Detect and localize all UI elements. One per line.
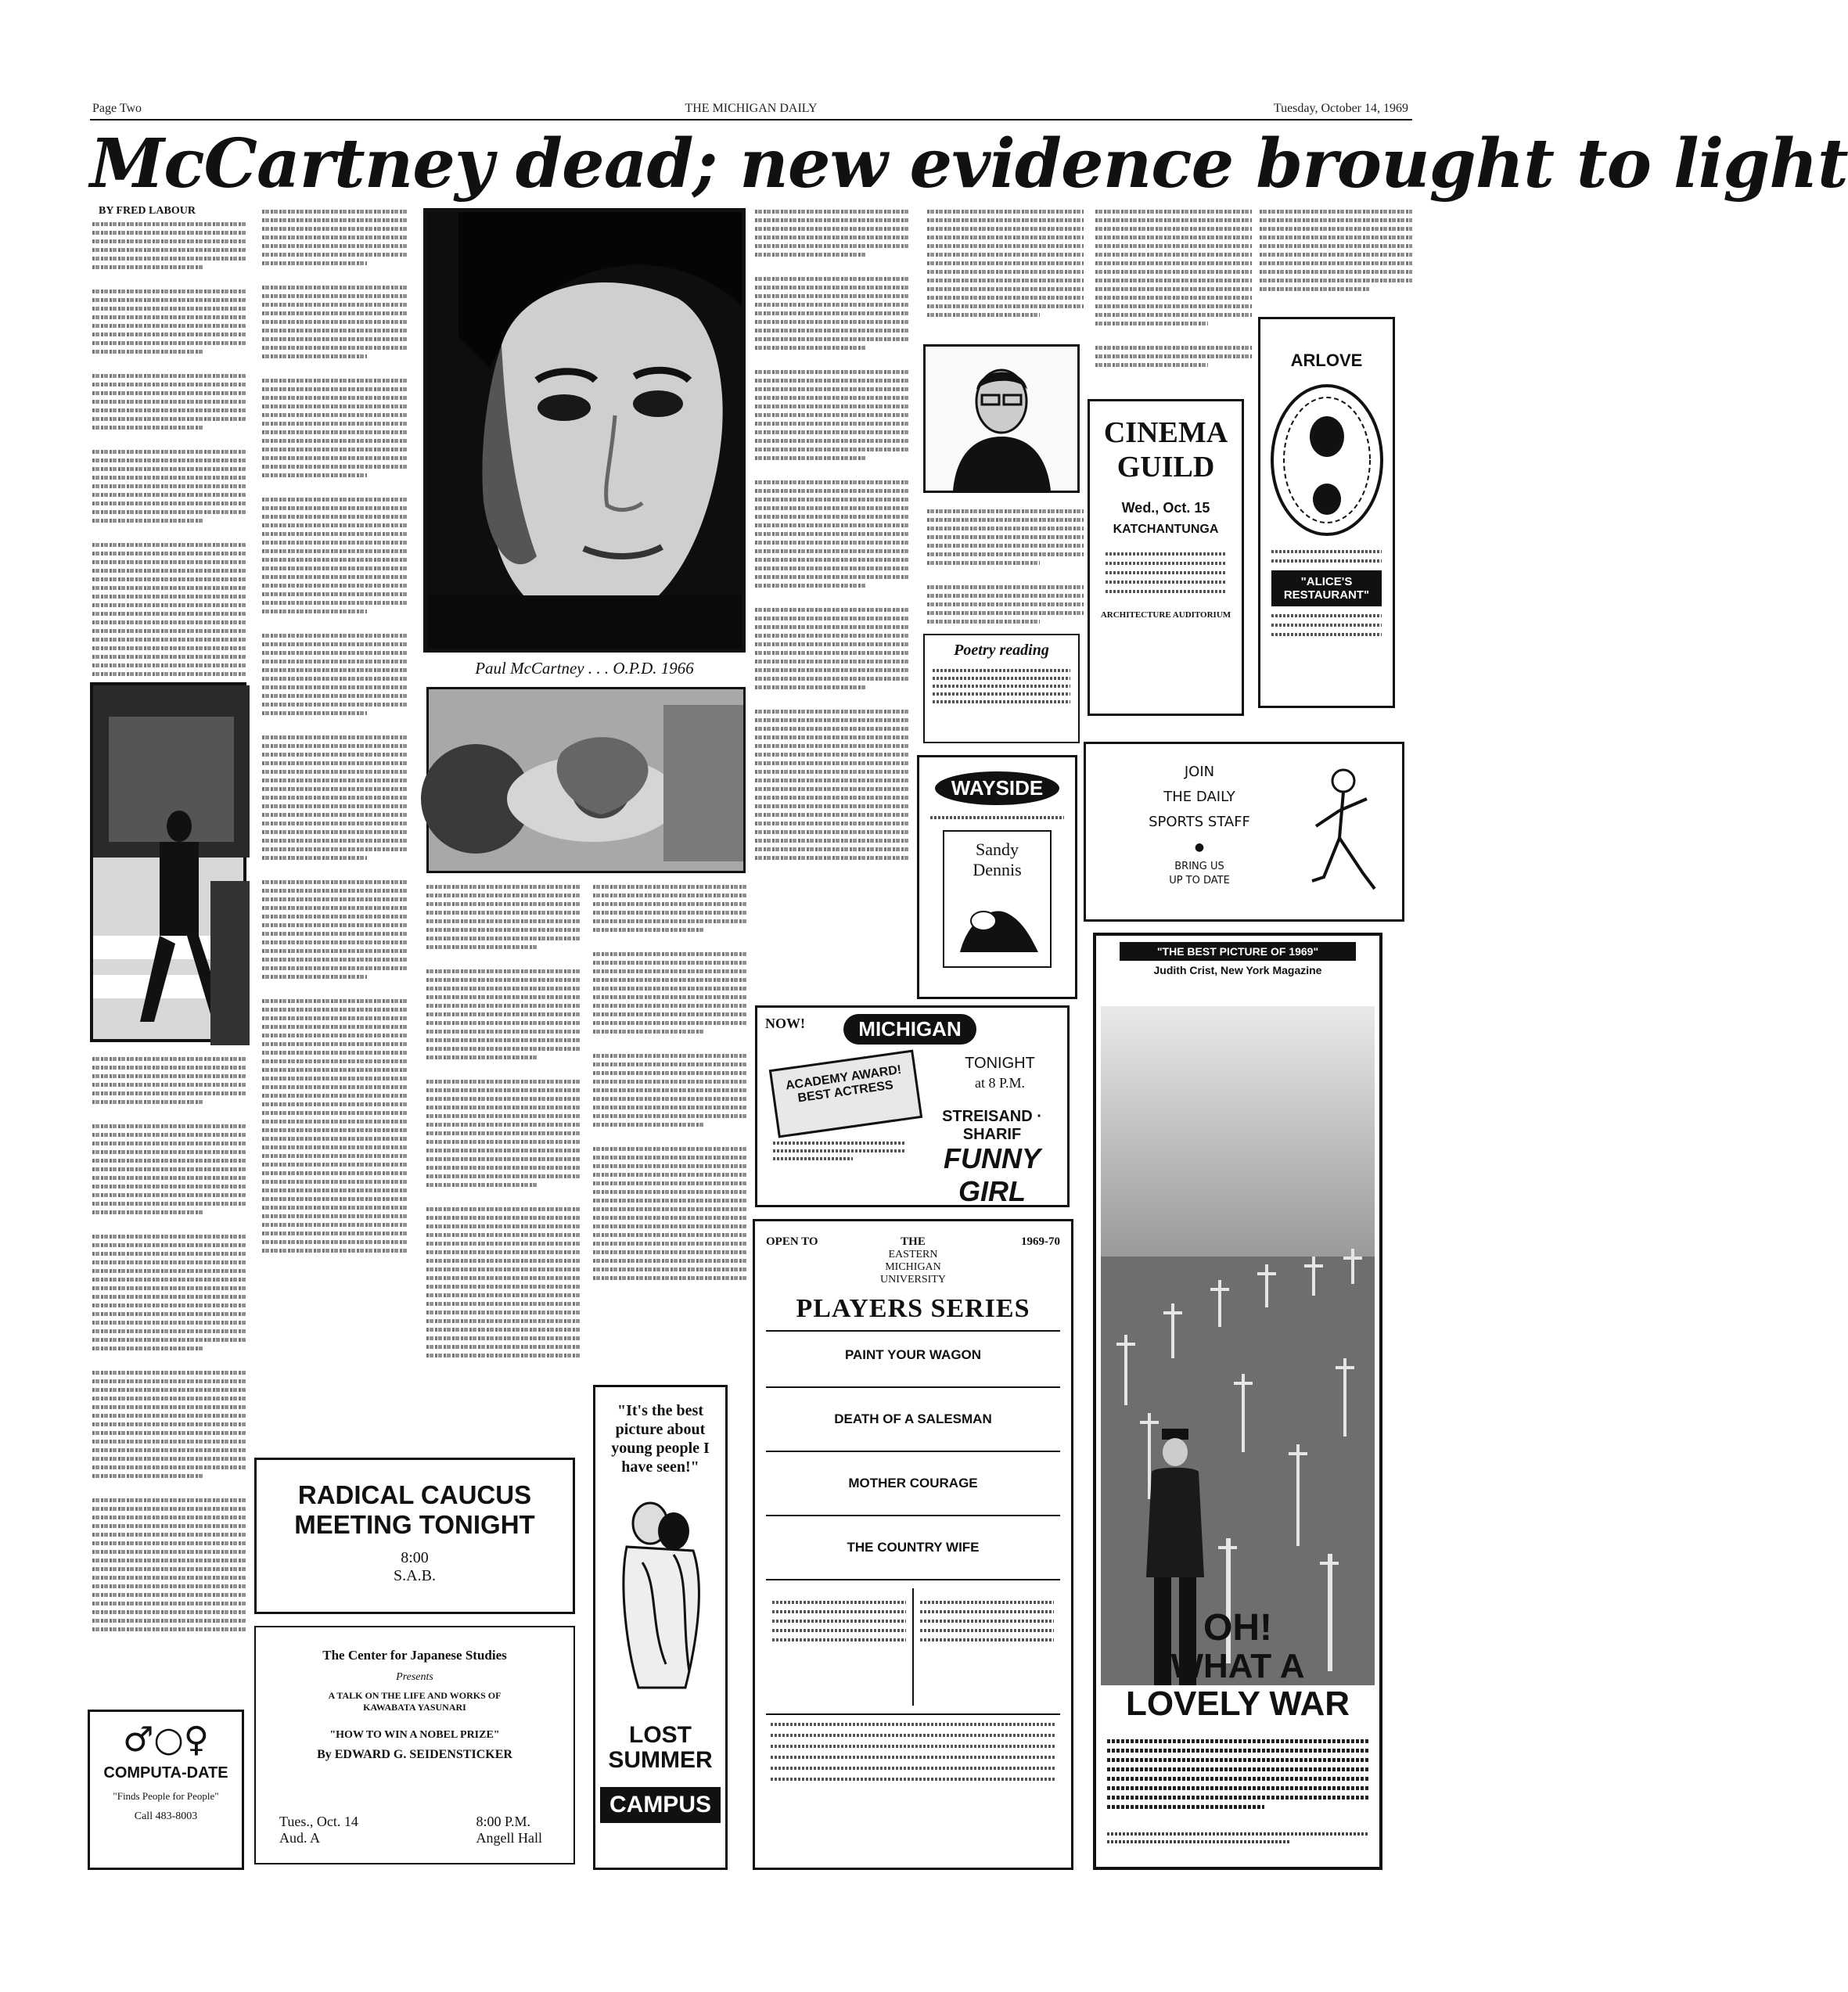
michigan-title: FUNNY GIRL <box>944 1142 1041 1207</box>
michigan-stars: STREISAND · SHARIF <box>942 1108 1042 1143</box>
japanese-studies-time: 8:00 P.M. <box>476 1814 531 1829</box>
players-title: PLAYERS SERIES <box>796 1294 1030 1323</box>
players-season-left: OPEN TO <box>766 1235 818 1248</box>
article-column-6 <box>927 205 1084 338</box>
cinema-guild-place: ARCHITECTURE AUDITORIUM <box>1100 610 1231 620</box>
lovely-war-title-1: OH! <box>1203 1607 1272 1649</box>
sports-line-5: UP TO DATE <box>1169 875 1230 886</box>
compudate-ad <box>88 1710 244 1870</box>
players-the: THE <box>901 1235 926 1248</box>
runner-illustration <box>1300 764 1386 904</box>
players-series-ad <box>753 1219 1073 1870</box>
japanese-studies-hall: Angell Hall <box>476 1830 542 1846</box>
wayside-movie-line1: Sandy <box>976 840 1019 859</box>
players-school-1: EASTERN <box>888 1249 938 1260</box>
michigan-time: at 8 P.M. <box>974 1075 1025 1091</box>
alices-title: "ALICE'S RESTAURANT" <box>1271 570 1382 606</box>
lovely-war-quote-1: "THE BEST PICTURE OF 1969" <box>1120 942 1356 961</box>
players-school-3: UNIVERSITY <box>880 1274 946 1285</box>
lovely-war-ad <box>1093 933 1382 1870</box>
players-show-3: MOTHER COURAGE <box>848 1476 978 1490</box>
article-column-6-continued <box>927 505 1084 630</box>
wayside-ad <box>917 755 1077 999</box>
alices-top: ARLOVE <box>1290 351 1363 370</box>
sports-line-2: THE DAILY <box>1163 789 1235 805</box>
small-portrait-photo <box>923 344 1080 493</box>
sports-staff-ad <box>1084 742 1404 922</box>
cinema-guild-title-2: GUILD <box>1116 451 1215 484</box>
mccartney-portrait <box>423 208 746 653</box>
photo-caption: Paul McCartney . . . O.P.D. 1966 <box>475 659 694 678</box>
compudate-phone: Call 483-8003 <box>134 1810 198 1822</box>
michigan-award: ACADEMY AWARD! BEST ACTRESS <box>769 1049 922 1138</box>
poetry-reading-ad <box>923 634 1080 743</box>
war-cemetery-photo <box>1101 1006 1375 1687</box>
lovely-war-quote-2: Judith Crist, New York Magazine <box>1153 964 1322 976</box>
lovely-war-title-2: WHAT A <box>1170 1647 1305 1685</box>
issue-date: Tuesday, October 14, 1969 <box>1273 102 1408 115</box>
lovely-war-title-3: LOVELY WAR <box>1101 1685 1375 1723</box>
abbey-road-photo <box>90 682 246 1042</box>
japanese-studies-org: The Center for Japanese Studies <box>322 1648 507 1663</box>
article-column-1 <box>92 205 247 674</box>
cinema-guild-film: KATCHANTUNGA <box>1113 523 1219 536</box>
wayside-theater: WAYSIDE <box>935 771 1059 805</box>
japanese-studies-ad <box>254 1626 575 1864</box>
wayside-poster <box>943 830 1052 968</box>
radical-caucus-ad <box>254 1458 575 1614</box>
masthead-rule <box>90 119 1412 120</box>
headline: McCartney dead; new evidence brought to light <box>90 124 1848 203</box>
bullet-icon: ● <box>1194 841 1205 854</box>
lost-summer-quote: "It's the best picture about young people I have seen!" <box>611 1402 710 1476</box>
wayside-illustration <box>952 890 1046 960</box>
radical-caucus-title-2: MEETING TONIGHT <box>294 1510 535 1539</box>
japanese-studies-talk: A TALK ON THE LIFE AND WORKS OF KAWABATA YASUNARI <box>328 1690 502 1713</box>
players-show-4: THE COUNTRY WIFE <box>847 1540 980 1555</box>
wayside-movie-line2: Dennis <box>973 860 1022 879</box>
article-column-2 <box>262 205 408 1441</box>
players-order-form <box>771 1723 1055 1781</box>
radical-caucus-title-1: RADICAL CAUCUS <box>297 1480 532 1509</box>
sports-line-3: SPORTS STAFF <box>1149 814 1250 830</box>
article-column-8 <box>1260 205 1412 307</box>
japanese-studies-speaker: By EDWARD G. SEIDENSTICKER <box>317 1748 512 1761</box>
lovely-war-credits <box>1107 1734 1369 1814</box>
japanese-studies-room: Aud. A <box>279 1830 321 1846</box>
page-label: Page Two <box>92 102 142 115</box>
japanese-studies-date-block <box>279 1814 358 1846</box>
japanese-studies-date: Tues., Oct. 14 <box>279 1814 358 1829</box>
players-show-2: DEATH OF A SALESMAN <box>834 1411 992 1426</box>
gender-symbols-icon: ♂○♀ <box>122 1720 210 1760</box>
radical-caucus-place: S.A.B. <box>394 1567 436 1584</box>
michigan-now: NOW! <box>765 1016 805 1031</box>
lost-summer-theater: CAMPUS <box>600 1787 721 1823</box>
radical-caucus-time: 8:00 <box>401 1549 429 1566</box>
cinema-guild-title-1: CINEMA <box>1103 416 1228 449</box>
cinema-guild-ad <box>1088 399 1244 716</box>
lost-summer-ad <box>593 1385 728 1870</box>
article-column-5 <box>755 205 908 987</box>
alices-restaurant-ad <box>1258 317 1395 708</box>
sports-line-4: BRING US <box>1174 861 1224 872</box>
compudate-tagline: "Finds People for People" <box>113 1790 219 1802</box>
michigan-tonight: TONIGHT <box>965 1055 1035 1072</box>
article-column-3 <box>426 880 580 1451</box>
couple-illustration <box>595 1492 725 1695</box>
sports-line-1: JOIN <box>1184 764 1215 780</box>
japanese-studies-title: "HOW TO WIN A NOBEL PRIZE" <box>329 1729 500 1741</box>
article-column-4 <box>593 880 746 1373</box>
michigan-theater: MICHIGAN <box>843 1014 976 1045</box>
players-show-1: PAINT YOUR WAGON <box>844 1347 982 1362</box>
michigan-funny-girl-ad <box>755 1005 1070 1207</box>
compudate-name: COMPUTA-DATE <box>103 1764 228 1782</box>
japanese-studies-presents: Presents <box>396 1671 433 1683</box>
alices-illustration <box>1268 382 1386 538</box>
players-season-right: 1969-70 <box>1021 1235 1060 1248</box>
article-column-1-continued <box>92 1052 247 1702</box>
cinema-guild-date: Wed., Oct. 15 <box>1121 500 1210 516</box>
article-column-7 <box>1095 205 1252 401</box>
byline: BY FRED LABOUR <box>99 205 196 217</box>
poetry-title: Poetry reading <box>954 642 1049 659</box>
japanese-studies-time-block <box>476 1814 542 1846</box>
flowers-photo <box>426 687 746 873</box>
players-ticket-info <box>766 1588 1060 1706</box>
lost-summer-title: LOST SUMMER <box>608 1722 713 1773</box>
michigan-fineprint <box>773 1137 906 1165</box>
players-school-2: MICHIGAN <box>885 1261 941 1273</box>
paper-name: THE MICHIGAN DAILY <box>685 102 818 115</box>
